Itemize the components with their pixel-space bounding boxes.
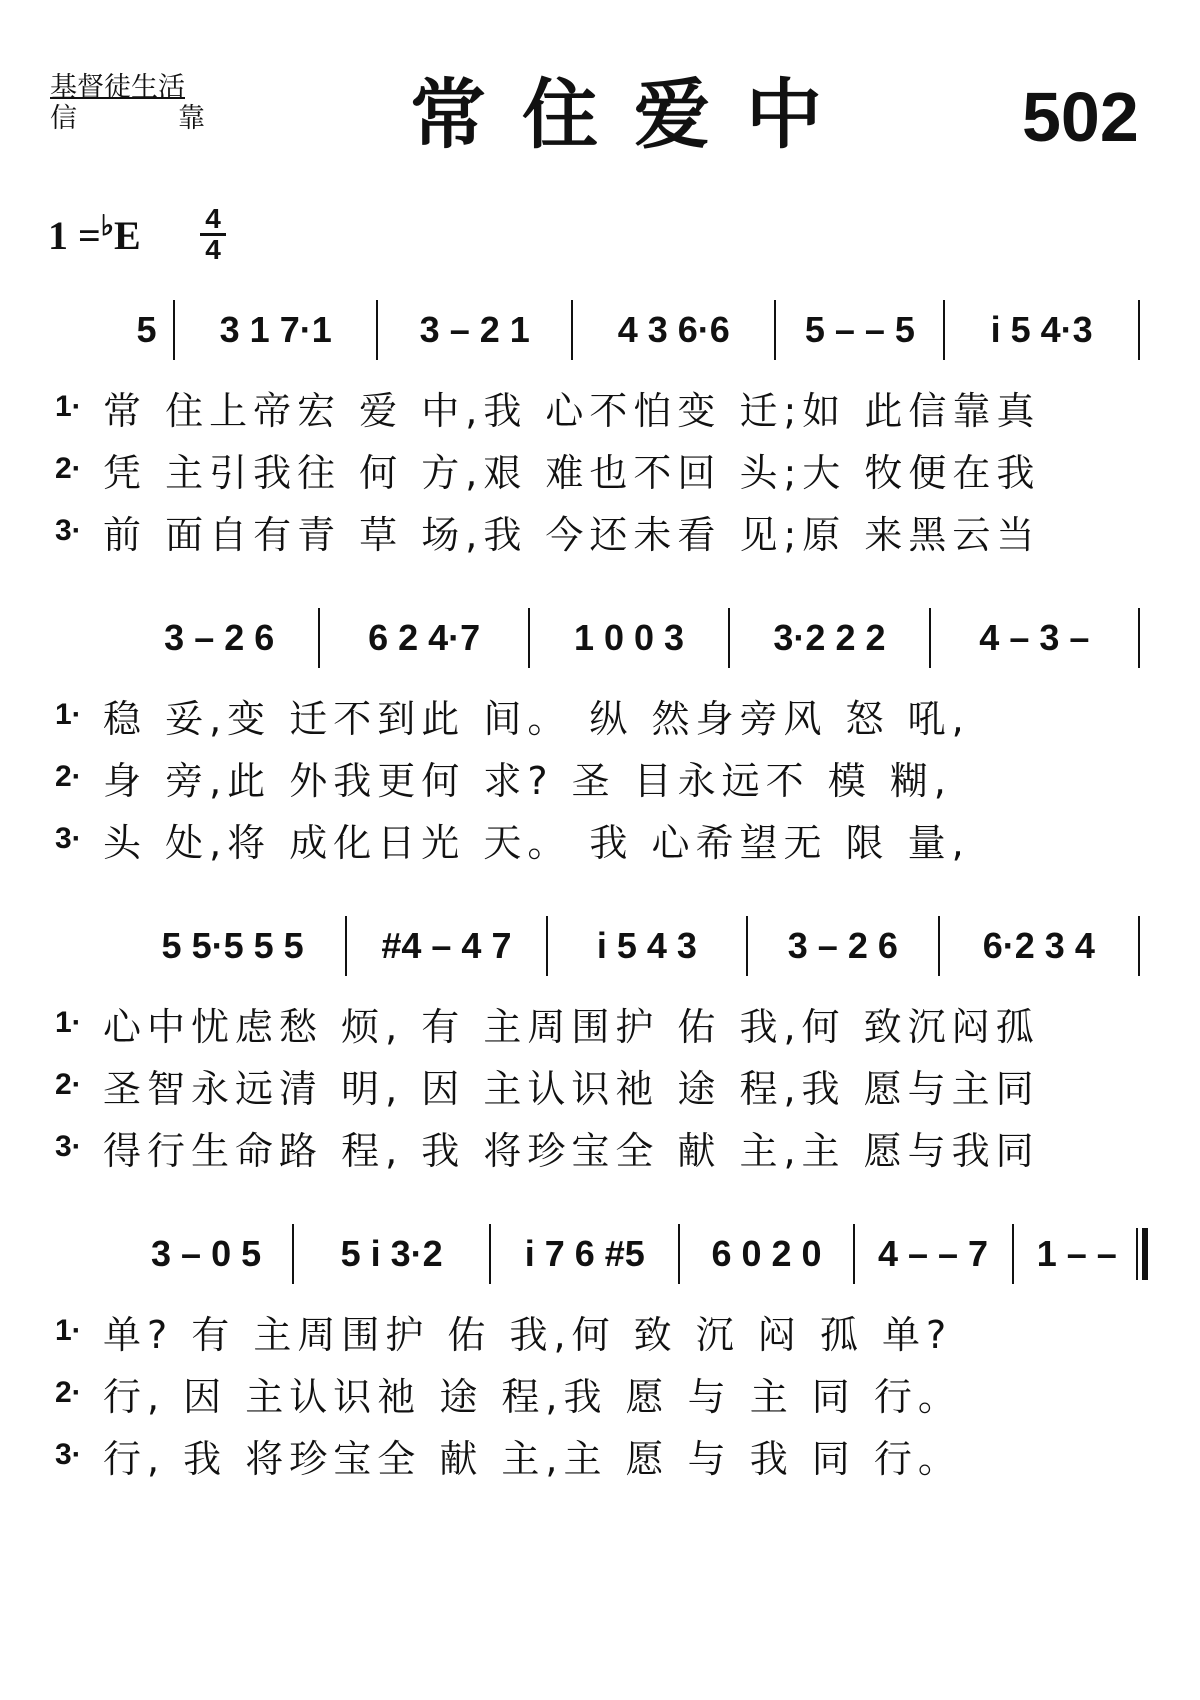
key-note: E bbox=[114, 213, 141, 258]
measure: 3·2 2 2 bbox=[730, 608, 930, 668]
lyric-text: 稳 妥,变 迁不到此 间。 纵 然身旁风 怒 吼, bbox=[103, 696, 970, 741]
lyric-text: 身 旁,此 外我更何 求? 圣 目永远不 模 糊, bbox=[103, 758, 952, 803]
time-signature bbox=[200, 203, 226, 265]
lyric-line bbox=[55, 684, 1140, 746]
lyric-line bbox=[55, 376, 1140, 438]
verse-number: 1· bbox=[55, 390, 82, 423]
lyric-text: 头 处,将 成化日光 天。 我 心希望无 限 量, bbox=[103, 820, 970, 865]
measure: 4 3 6·6 bbox=[573, 300, 776, 360]
measure: 3 – 2 6 bbox=[120, 608, 320, 668]
lyric-text: 圣智永远清 明, 因 主认识祂 途 程,我 愿与主同 bbox=[103, 1066, 1040, 1111]
measure: 5 – – 5 bbox=[776, 300, 945, 360]
measure: i 5 4·3 bbox=[945, 300, 1140, 360]
lyric-text: 心中忧虑愁 烦, 有 主周围护 佑 我,何 致沉闷孤 bbox=[103, 1004, 1040, 1049]
notation-row bbox=[120, 608, 1140, 668]
flat-sign: ♭ bbox=[100, 211, 115, 242]
lyric-text: 前 面自有青 草 场,我 今还未看 见;原 来黑云当 bbox=[103, 512, 1041, 557]
lyric-text: 凭 主引我往 何 方,艰 难也不回 头;大 牧便在我 bbox=[103, 450, 1041, 495]
lyrics-block bbox=[55, 376, 1140, 562]
verse-number: 2· bbox=[55, 452, 82, 485]
measure: 3 – 2 1 bbox=[378, 300, 573, 360]
verse-number: 3· bbox=[55, 514, 82, 547]
key-signature bbox=[48, 208, 141, 269]
measure: 5 i 3·2 bbox=[294, 1224, 491, 1284]
lyrics-block bbox=[55, 1300, 1140, 1486]
verse-number: 1· bbox=[55, 1006, 82, 1039]
measure: 1 0 0 3 bbox=[530, 608, 730, 668]
lyrics-block bbox=[55, 684, 1140, 870]
lyric-line bbox=[55, 438, 1140, 500]
lyric-text: 常 住上帝宏 爱 中,我 心不怕变 迁;如 此信靠真 bbox=[103, 388, 1041, 433]
verse-number: 1· bbox=[55, 698, 82, 731]
verse-number: 3· bbox=[55, 1130, 82, 1163]
verse-number: 3· bbox=[55, 822, 82, 855]
lyric-line bbox=[55, 1300, 1140, 1362]
lyrics-block bbox=[55, 992, 1140, 1178]
lyric-text: 行, 因 主认识祂 途 程,我 愿 与 主 同 行。 bbox=[103, 1374, 962, 1419]
lyric-line bbox=[55, 1362, 1140, 1424]
measure: 4 – – 7 bbox=[855, 1224, 1014, 1284]
measure: #4 – 4 7 bbox=[347, 916, 547, 976]
measure: 1 – – bbox=[1014, 1224, 1141, 1284]
measure: 3 – 2 6 bbox=[748, 916, 940, 976]
measure: 6·2 3 4 bbox=[940, 916, 1140, 976]
measure: 6 0 2 0 bbox=[680, 1224, 854, 1284]
category-sub-left: 信 bbox=[50, 103, 77, 134]
verse-number: 2· bbox=[55, 1068, 82, 1101]
measure: 3 1 7·1 bbox=[175, 300, 378, 360]
measure: 5 bbox=[120, 300, 175, 360]
notation-row bbox=[120, 1224, 1140, 1284]
lyric-line bbox=[55, 1116, 1140, 1178]
hymn-title: 常住爱中 bbox=[410, 70, 858, 159]
category-sub-right: 靠 bbox=[178, 103, 205, 134]
verse-number: 2· bbox=[55, 1376, 82, 1409]
notation-row bbox=[120, 300, 1140, 360]
verse-number: 2· bbox=[55, 760, 82, 793]
lyric-line bbox=[55, 1054, 1140, 1116]
measure: 5 5·5 5 5 bbox=[120, 916, 347, 976]
measure: i 7 6 #5 bbox=[491, 1224, 680, 1284]
verse-number: 1· bbox=[55, 1314, 82, 1347]
lyric-text: 得行生命路 程, 我 将珍宝全 献 主,主 愿与我同 bbox=[103, 1128, 1040, 1173]
verse-number: 3· bbox=[55, 1438, 82, 1471]
category-label bbox=[50, 72, 205, 134]
category-sub bbox=[50, 103, 205, 134]
lyric-line bbox=[55, 808, 1140, 870]
lyric-line bbox=[55, 1424, 1140, 1486]
lyric-line bbox=[55, 500, 1140, 562]
lyric-text: 行, 我 将珍宝全 献 主,主 愿 与 我 同 行。 bbox=[103, 1436, 962, 1481]
measure: 3 – 0 5 bbox=[120, 1224, 294, 1284]
category-main: 基督徒生活 bbox=[50, 72, 185, 103]
measure: i 5 4 3 bbox=[548, 916, 748, 976]
time-bottom: 4 bbox=[205, 234, 221, 265]
time-top: 4 bbox=[205, 203, 221, 234]
measure: 6 2 4·7 bbox=[320, 608, 529, 668]
measure: 4 – 3 – bbox=[931, 608, 1140, 668]
lyric-text: 单? 有 主周围护 佑 我,何 致 沉 闷 孤 单? bbox=[103, 1312, 953, 1357]
notation-row bbox=[120, 916, 1140, 976]
key-prefix: 1 = bbox=[48, 213, 101, 258]
lyric-line bbox=[55, 992, 1140, 1054]
lyric-line bbox=[55, 746, 1140, 808]
hymn-number: 502 bbox=[1022, 78, 1139, 156]
